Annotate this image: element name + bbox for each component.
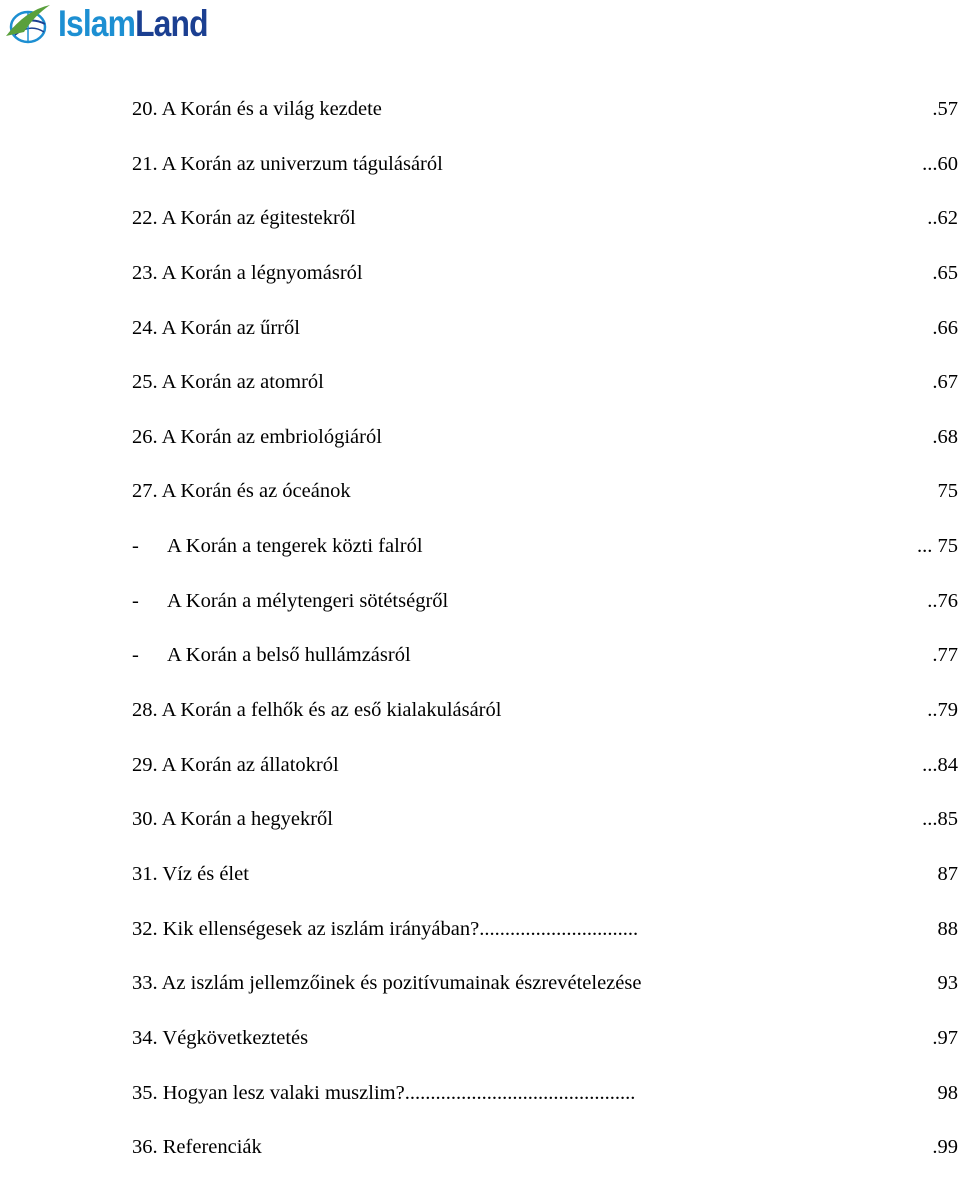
toc-entry-label [132,415,382,459]
toc-entry-label [132,87,382,131]
toc-entry-label [132,797,333,841]
toc-entry [132,1016,960,1071]
logo-text [58,2,208,46]
toc-entry-title: A Korán és a világ kezdete [161,98,382,120]
toc-entry-title: Víz és élet [162,862,249,885]
toc-entry-number: 24. [132,316,158,339]
toc-entry-number: 26. [132,425,158,448]
toc-entry-label [132,251,363,295]
toc-entry [132,251,960,306]
toc-entry [132,142,960,197]
toc-entry [132,852,960,907]
toc-entry-number: 21. [132,152,158,175]
toc-entry-title: A Korán az űrről [161,316,300,339]
toc-entry-number: 27. [132,480,158,503]
toc-entry-label [132,1071,635,1115]
toc-entry-label [132,1125,262,1169]
toc-entry-page-number: .99 [932,1136,958,1159]
toc-entry [132,196,960,251]
toc-entry-number: 35. [132,1081,158,1104]
toc-entry-page-number: ..62 [927,207,958,230]
toc-entry-page-number: 98 [937,1081,958,1104]
toc-entry-page-number: .57 [932,98,958,120]
toc-entry-page-number: ..79 [927,699,958,722]
toc-entry-title: A Korán a légnyomásról [161,261,363,284]
toc-entry-title: A Korán az embriológiáról [161,425,382,448]
toc-entry [132,633,960,688]
toc-entry-title: A Korán az atomról [161,371,324,394]
toc-entry-label [132,142,443,186]
toc-entry-label [132,196,356,240]
toc-entry-page-number: .67 [932,371,958,394]
toc-entry-number: 29. [132,753,158,776]
toc-entry [132,524,960,579]
toc-entry-number: - [132,535,139,558]
toc-entry-title: A Korán a tengerek közti falról [167,535,423,558]
toc-entry [132,743,960,798]
toc-entry-number: 33. [132,972,158,995]
toc-entry-number: 31. [132,862,158,885]
toc-entry [132,797,960,852]
toc-entry-number: 34. [132,1026,158,1049]
toc-entry [132,360,960,415]
toc-entry-page-number: .65 [932,261,958,284]
toc-entry-title: A Korán az univerzum tágulásáról [161,152,443,175]
toc-entry-label [132,306,300,350]
toc-entry-leader: ............................................. [404,1081,636,1104]
toc-entry [132,1071,960,1126]
toc-entry-label [132,961,641,1005]
toc-entry-page-number: ... 75 [917,535,958,558]
toc-entry-page-number: 75 [937,480,958,503]
toc-entry-title: A Korán az égitestekről [161,207,356,230]
toc-entry-title: A Korán a felhők és az eső kialakulásáról [161,699,502,722]
toc-entry-number: 36. [132,1136,158,1159]
logo-text-part2: Land [135,3,208,44]
toc-entry [132,469,960,524]
toc-entry-label [132,579,448,623]
toc-entry-page-number: 88 [937,917,958,940]
toc-entry-label [132,469,351,513]
toc-entry-label [132,360,324,404]
globe-swoosh-icon [4,2,54,46]
toc-entry-leader: ............................... [479,917,639,940]
toc-entry-page-number: ...85 [922,808,958,831]
toc-entry [132,1125,960,1180]
toc-entry-title: A Korán a belső hullámzásról [167,644,411,667]
toc-entry-label [132,743,339,787]
toc-entry-number: - [132,644,139,667]
toc-entry-number: 23. [132,261,158,284]
toc-entry-title: A Korán a hegyekről [161,808,333,831]
toc-entry-number: 25. [132,371,158,394]
table-of-contents [132,87,960,1180]
toc-entry-number: 22. [132,207,158,230]
toc-entry-title: Végkövetkeztetés [162,1026,309,1049]
toc-entry-page-number: ...60 [922,152,958,175]
toc-entry-title: A Korán és az óceánok [161,480,351,503]
toc-entry-title: Az iszlám jellemzőinek és pozitívumainak észrevételezése [161,972,642,995]
toc-entry [132,415,960,470]
toc-entry-page-number: .97 [932,1026,958,1049]
toc-entry-title: A Korán a mélytengeri sötétségről [167,589,449,612]
toc-entry-page-number: ..76 [927,589,958,612]
toc-entry-number: - [132,589,139,612]
toc-entry-label [132,852,249,896]
toc-entry-title: A Korán az állatokról [161,753,339,776]
logo-text-part1: Islam [58,3,136,44]
toc-entry-number: 30. [132,808,158,831]
toc-entry-number: 28. [132,699,158,722]
toc-entry-page-number: 87 [937,862,958,885]
toc-entry-label [132,1016,308,1060]
toc-entry-label [132,524,423,568]
toc-entry [132,961,960,1016]
islamland-logo [4,2,232,46]
toc-entry-label [132,688,501,732]
toc-entry-page-number: .77 [932,644,958,667]
toc-entry [132,306,960,361]
toc-entry-page-number: 93 [937,972,958,995]
toc-entry [132,688,960,743]
toc-entry-page-number: .66 [932,316,958,339]
toc-entry-title: Hogyan lesz valaki muszlim? [162,1081,405,1104]
toc-entry-label [132,633,411,677]
toc-entry [132,907,960,962]
toc-entry-page-number: ...84 [922,753,958,776]
toc-entry-label [132,907,638,951]
toc-entry-number: 32. [132,917,158,940]
toc-entry-title: Referenciák [162,1136,262,1159]
toc-entry-number: 20. [132,98,158,120]
toc-entry [132,87,960,142]
toc-entry-title: Kik ellenségesek az iszlám irányában? [162,917,480,940]
toc-entry [132,579,960,634]
toc-entry-page-number: .68 [932,425,958,448]
